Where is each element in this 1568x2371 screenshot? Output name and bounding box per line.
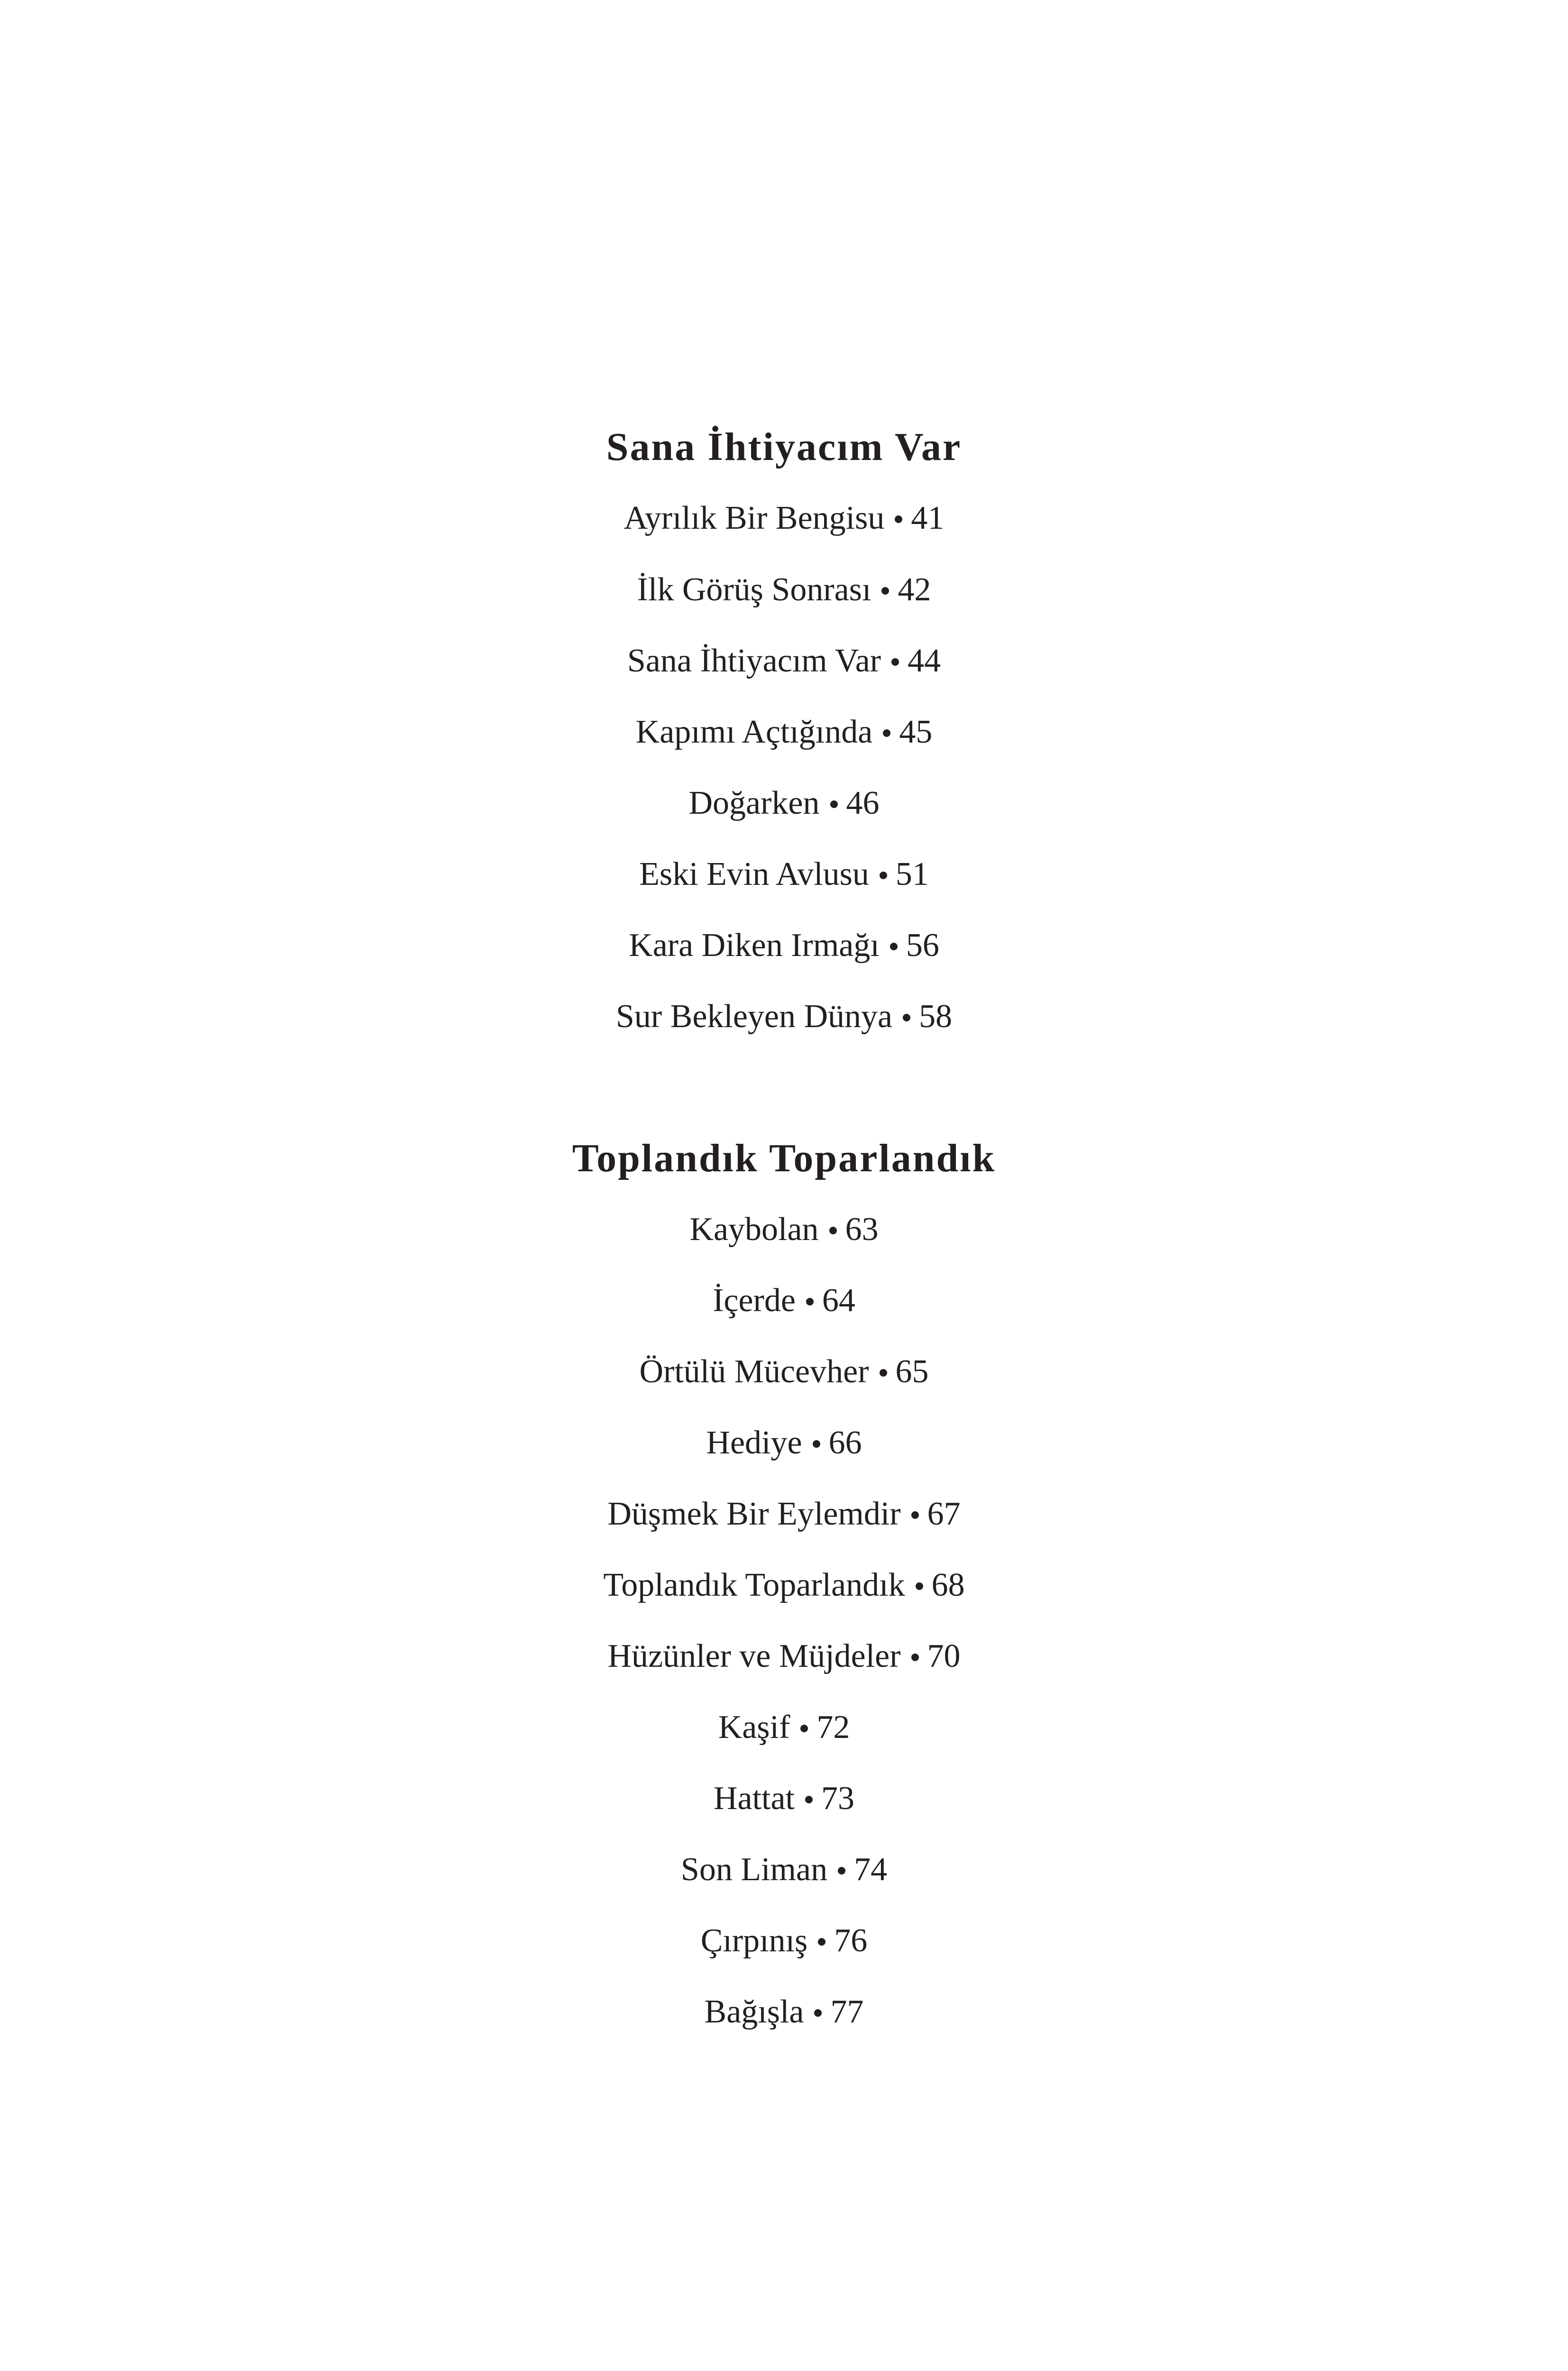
entry-title: Düşmek Bir Eylemdir xyxy=(607,1496,901,1532)
entry-page: 77 xyxy=(830,1994,864,2030)
toc-entry xyxy=(0,1848,1568,1891)
entry-page: 41 xyxy=(911,500,944,536)
bullet-icon xyxy=(814,2009,822,2017)
bullet-icon xyxy=(903,1014,910,1021)
entry-page: 64 xyxy=(822,1282,855,1319)
bullet-icon xyxy=(890,943,898,950)
bullet-icon xyxy=(800,1725,808,1732)
bullet-icon xyxy=(895,515,902,523)
toc-entry xyxy=(0,640,1568,682)
bullet-icon xyxy=(911,1654,919,1661)
toc-entry xyxy=(0,497,1568,540)
entry-title: Örtülü Mücevher xyxy=(639,1353,869,1390)
toc-entry xyxy=(0,1422,1568,1464)
entry-page: 65 xyxy=(895,1353,929,1390)
bullet-icon xyxy=(883,729,890,737)
toc-entry xyxy=(0,1777,1568,1820)
entry-page: 56 xyxy=(906,927,939,964)
entry-title: Hediye xyxy=(706,1424,802,1461)
bullet-icon xyxy=(829,1227,837,1234)
toc-entry xyxy=(0,924,1568,967)
bullet-icon xyxy=(805,1796,813,1803)
entry-title: Ayrılık Bir Bengisu xyxy=(624,500,885,536)
bullet-icon xyxy=(880,872,887,879)
toc-entry xyxy=(0,1351,1568,1393)
entry-page: 46 xyxy=(846,785,880,821)
section-title: Toplandık Toparlandık xyxy=(572,1136,996,1180)
entry-title: Bağışla xyxy=(704,1994,804,2030)
bullet-icon xyxy=(818,1938,825,1946)
toc-entry xyxy=(0,1991,1568,2033)
bullet-icon xyxy=(911,1511,919,1519)
bullet-icon xyxy=(881,587,889,595)
entry-page: 73 xyxy=(821,1780,855,1817)
toc-entry xyxy=(0,1208,1568,1251)
entry-page: 44 xyxy=(908,643,941,679)
entry-page: 45 xyxy=(899,714,933,750)
entry-title: Son Liman xyxy=(680,1851,828,1888)
entry-title: Kapımı Açtığında xyxy=(635,714,873,750)
entry-title: İçerde xyxy=(713,1282,796,1319)
toc-entry xyxy=(0,782,1568,825)
entry-title: Çırpınış xyxy=(700,1922,808,1959)
bullet-icon xyxy=(806,1298,814,1305)
toc-entry xyxy=(0,569,1568,611)
section-title: Sana İhtiyacım Var xyxy=(606,425,962,469)
entry-title: İlk Görüş Sonrası xyxy=(637,571,871,608)
entry-title: Kara Diken Irmağı xyxy=(629,927,880,964)
toc-entry xyxy=(0,1920,1568,1962)
entry-page: 51 xyxy=(895,856,929,892)
entry-title: Hüzünler ve Müjdeler xyxy=(607,1638,901,1674)
entry-page: 66 xyxy=(828,1424,862,1461)
toc-entry xyxy=(0,1279,1568,1322)
entry-title: Kaybolan xyxy=(689,1211,819,1248)
entry-title: Sana İhtiyacım Var xyxy=(627,643,881,679)
entry-page: 58 xyxy=(919,998,953,1035)
toc-entry xyxy=(0,1564,1568,1607)
toc-entry xyxy=(0,1635,1568,1678)
bullet-icon xyxy=(916,1582,923,1590)
entry-title: Doğarken xyxy=(688,785,820,821)
toc-entry xyxy=(0,1706,1568,1749)
toc-entry xyxy=(0,853,1568,896)
entry-title: Sur Bekleyen Dünya xyxy=(615,998,893,1035)
entry-page: 63 xyxy=(845,1211,879,1248)
entry-page: 74 xyxy=(854,1851,888,1888)
entry-page: 68 xyxy=(931,1567,965,1603)
entry-page: 76 xyxy=(834,1922,868,1959)
bullet-icon xyxy=(838,1867,845,1875)
toc-entry xyxy=(0,1493,1568,1535)
bullet-icon xyxy=(891,658,899,666)
entry-page: 67 xyxy=(927,1496,961,1532)
bullet-icon xyxy=(813,1440,820,1448)
bullet-icon xyxy=(880,1369,887,1377)
toc-entry xyxy=(0,711,1568,754)
toc-entry xyxy=(0,995,1568,1038)
entry-page: 72 xyxy=(816,1709,850,1746)
entry-title: Hattat xyxy=(713,1780,795,1817)
entry-title: Toplandık Toparlandık xyxy=(603,1567,905,1603)
entry-page: 70 xyxy=(927,1638,961,1674)
entry-title: Kaşif xyxy=(718,1709,790,1746)
entry-page: 42 xyxy=(898,571,931,608)
bullet-icon xyxy=(830,800,838,808)
entry-title: Eski Evin Avlusu xyxy=(639,856,869,892)
